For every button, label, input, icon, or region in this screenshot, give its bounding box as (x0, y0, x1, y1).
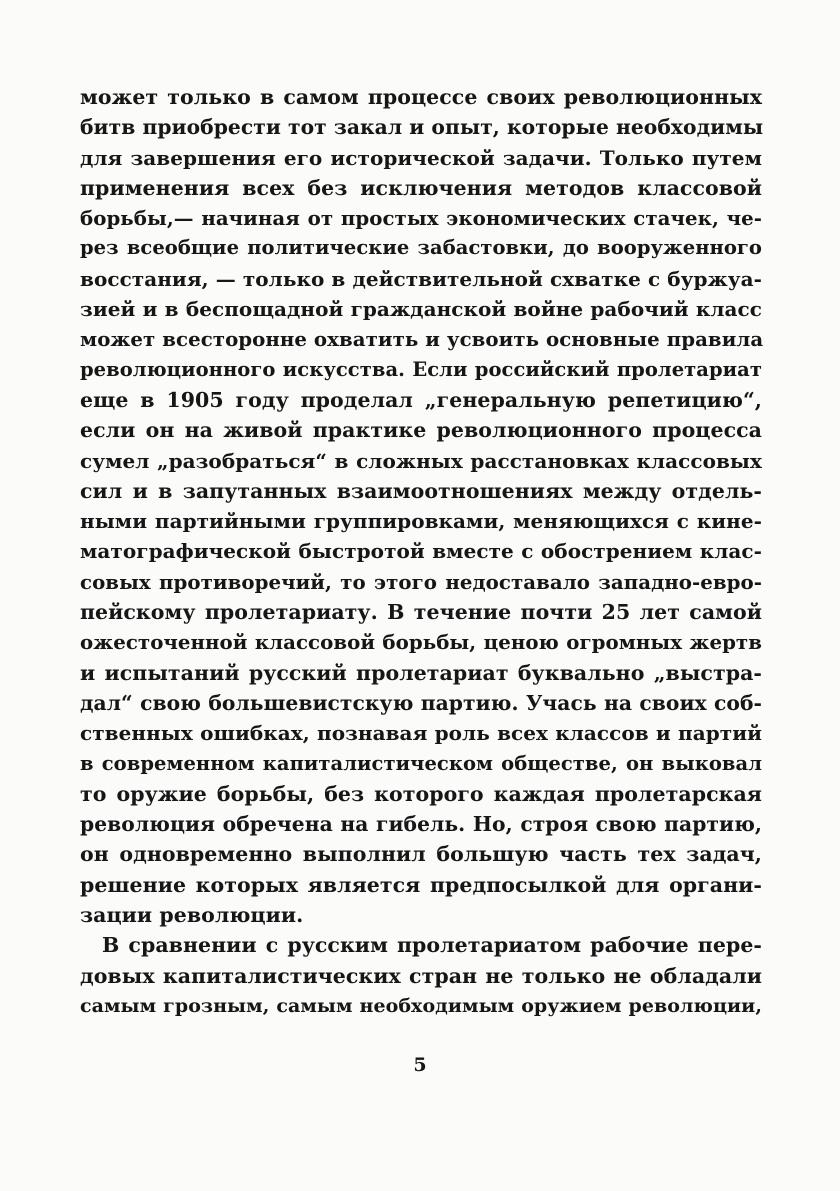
paragraph-2 (80, 930, 762, 1021)
text-line: зации революции. (80, 903, 304, 928)
body-text (80, 82, 762, 1021)
text-line: битв приобрести тот закал и опыт, которые необходимы (80, 115, 764, 140)
text-line: ожесточенной классовой борьбы, ценою огромных жертв (80, 630, 762, 655)
text-line: сумел „разобраться“ в сложных расстановках классовых (80, 448, 762, 473)
text-line: и испытаний русский пролетариат буквально „выстра- (80, 660, 762, 685)
text-line: В сравнении с русским пролетариатом рабочие пере- (102, 933, 762, 958)
text-line: самым грозным, самым необходимым оружием революции, (80, 994, 762, 1017)
text-line: рез всеобщие политические забастовки, до вооруженного (80, 236, 762, 260)
paragraph-1 (80, 82, 762, 930)
text-line: матографической быстротой вместе с обострением клас- (80, 539, 762, 564)
text-line: может только в самом процессе своих революционных (80, 85, 762, 109)
text-line: борьбы,— начиная от простых экономических стачек, че- (80, 206, 762, 231)
text-line: решение которых является предпосылкой для органи- (80, 872, 762, 897)
text-line: если он на живой практике революционного процесса (80, 418, 762, 443)
text-line: зией и в беспощадной гражданской войне рабочий класс (80, 297, 762, 322)
text-line: революция обречена на гибель. Но, строя свою партию, (80, 812, 762, 837)
text-line: применения всех без исключения методов классовой (80, 175, 762, 200)
text-line: он одновременно выполнил большую часть тех задач, (80, 842, 762, 867)
text-line: ными партийными группировками, меняющихся с кине- (80, 509, 762, 534)
text-line: сил и в запутанных взаимоотношениях между отдель- (80, 478, 762, 503)
text-line: дал“ свою большевистскую партию. Учась на своих соб- (80, 690, 762, 715)
page-number: 5 (413, 1054, 427, 1076)
text-line: восстания, — только в действительной схватке с буржуа- (80, 266, 762, 291)
text-line: довых капиталистических стран не только не обладали (80, 963, 762, 988)
text-line: революционного искусства. Если российский пролетариат (80, 357, 762, 381)
text-line: может всесторонне охватить и усвоить основные правила (80, 327, 764, 352)
text-line: еще в 1905 году проделал „генеральную репетицию“, (80, 387, 762, 412)
text-line: то оружие борьбы, без которого каждая пролетарская (80, 781, 762, 806)
text-line: совых противоречий, то этого недоставало западно-евро- (80, 569, 762, 594)
text-line: для завершения его исторической задачи. Только путем (80, 145, 762, 170)
text-line: ственных ошибках, познавая роль всех классов и партий (80, 721, 762, 746)
text-line: пейскому пролетариату. В течение почти 25 лет самой (80, 600, 762, 625)
text-line: в современном капиталистическом обществе, он выковал (80, 751, 762, 775)
